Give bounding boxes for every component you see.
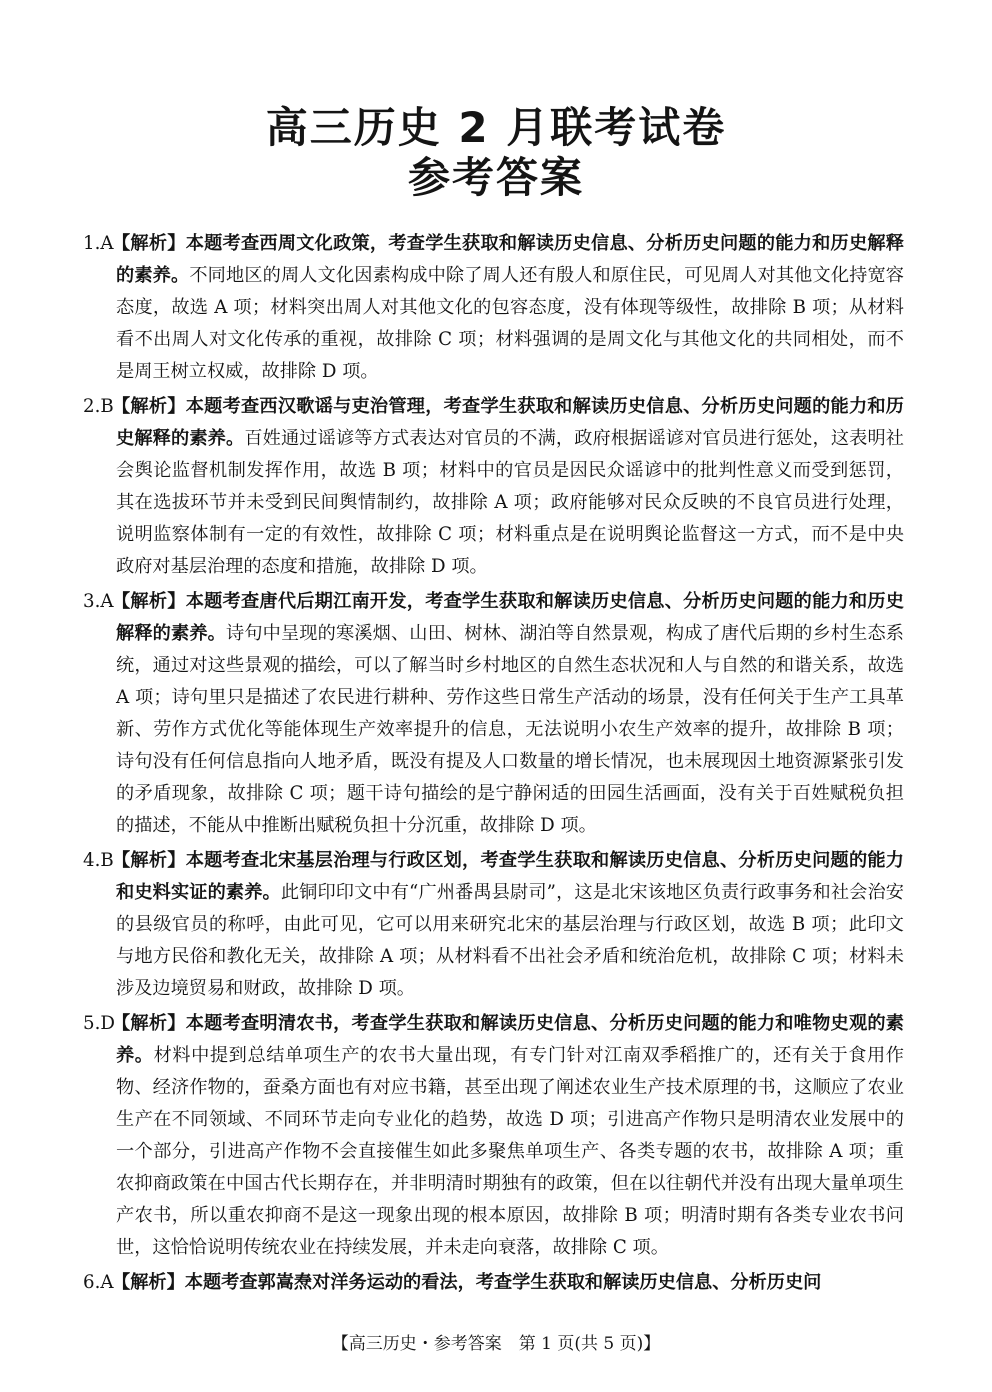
answer-list — [83, 228, 904, 1302]
answer-marker — [83, 845, 114, 877]
answer-choice: D — [100, 1013, 115, 1034]
analysis-tag: 【解析】 — [112, 1013, 186, 1034]
answer-number: 6. — [83, 1272, 101, 1293]
analysis-body: 百姓通过谣谚等方式表达对官员的不满，政府根据谣谚对官员进行惩处，这表明社会舆论监督机制发挥作用，故选 B 项；材料中的官员是因民众谣谚中的批判性意义而受到惩罚，其在选拔环节并未受到民间舆情制约，故排除 A 项；政府能够对民众反映的不良官员进行处理，说明监察体制有一定的有效性，故排除 C 项；材料重点是在说明舆论监督这一方式，而不是中央政府对基层治理的态度和措施，故排除 D 项。 — [116, 428, 904, 577]
answer-marker — [83, 586, 114, 618]
analysis-lead: 本题考查唐代后期江南开发，考查学生获取和解读历史信息、分析历史问题的能力和历史解释的素养。 — [116, 591, 904, 644]
answer-choice: A — [100, 591, 114, 612]
answer-item-2 — [83, 391, 904, 583]
answer-item-6 — [83, 1267, 904, 1299]
answer-marker — [83, 391, 114, 423]
answer-item-5 — [83, 1008, 904, 1264]
answer-choice: B — [100, 396, 114, 417]
answer-number: 5. — [83, 1013, 101, 1034]
page-footer: 【高三历史・参考答案 第 1 页(共 5 页)】 — [331, 1334, 661, 1354]
analysis-lead: 本题考查郭嵩焘对洋务运动的看法，考查学生获取和解读历史信息、分析历史问 — [184, 1272, 822, 1293]
answer-marker — [83, 1267, 114, 1299]
analysis-tag: 【解析】 — [112, 850, 186, 871]
answer-item-4 — [83, 845, 904, 1005]
answer-number: 4. — [83, 850, 101, 871]
analysis-tag: 【解析】 — [112, 233, 186, 254]
answer-marker — [83, 1008, 115, 1040]
analysis-tag: 【解析】 — [112, 396, 186, 417]
answer-number: 3. — [83, 591, 101, 612]
answer-item-3 — [83, 586, 904, 842]
analysis-body: 材料中提到总结单项生产的农书大量出现，有专门针对江南双季稻推广的，还有关于食用作物、经济作物的，蚕桑方面也有对应书籍，甚至出现了阐述农业生产技术原理的书，这顺应了农业生产在不同领域、不同环节走向专业化的趋势，故选 D 项；引进高产作物只是明清农业发展中的一个部分，引进高产作物不会直接催生如此多聚焦单项生产、各类专题的农书，故排除 A 项；重农抑商政策在中国古代长期存在，并非明清时期独有的政策，但在以往朝代并没有出现大量单项生产农书，所以重农抑商不是这一现象出现的根本原因，故排除 B 项；明清时期有各类专业农书问世，这恰恰说明传统农业在持续发展，并未走向衰落，故排除 C 项。 — [116, 1045, 904, 1258]
analysis-body: 此铜印印文中有“广州番禺县尉司”，这是北宋该地区负责行政事务和社会治安的县级官员的称呼，由此可见，它可以用来研究北宋的基层治理与行政区划，故选 B 项；此印文与地方民俗和教化无关，故排除 A 项；从材料看不出社会矛盾和统治危机，故排除 C 项；材料未涉及边境贸易和财政，故排除 D 项。 — [116, 882, 904, 999]
answer-choice: A — [100, 233, 114, 254]
analysis-lead: 本题考查北宋基层治理与行政区划，考查学生获取和解读历史信息、分析历史问题的能力和史料实证的素养。 — [116, 850, 904, 903]
page-title: 高三历史 2 月联考试卷 — [265, 103, 727, 152]
analysis-lead: 本题考查明清农书，考查学生获取和解读历史信息、分析历史问题的能力和唯物史观的素养。 — [116, 1013, 904, 1066]
analysis-tag: 【解析】 — [112, 591, 186, 612]
answer-number: 2. — [83, 396, 101, 417]
analysis-body: 诗句中呈现的寒溪烟、山田、树林、湖泊等自然景观，构成了唐代后期的乡村生态系统，通过对这些景观的描绘，可以了解当时乡村地区的自然生态状况和人与自然的和谐关系，故选 A 项；诗句里只是描述了农民进行耕种、劳作这些日常生产活动的场景，没有任何关于生产工具革新、劳作方式优化等能体现生产效率提升的信息，无法说明小农生产效率的提升，故排除 B 项；诗句没有任何信息指向人地矛盾，既没有提及人口数量的增长情况，也未展现因土地资源紧张引发的矛盾现象，故排除 C 项；题干诗句描绘的是宁静闲适的田园生活画面，没有关于百姓赋税负担的描述，不能从中推断出赋税负担十分沉重，故排除 D 项。 — [116, 623, 904, 836]
answer-number: 1. — [83, 233, 101, 254]
analysis-lead: 本题考查西周文化政策，考查学生获取和解读历史信息、分析历史问题的能力和历史解释的素养。 — [116, 233, 904, 286]
answer-marker — [83, 228, 114, 260]
answer-item-1 — [83, 228, 904, 388]
answer-choice: A — [100, 1272, 114, 1293]
page-subtitle: 参考答案 — [407, 153, 584, 202]
analysis-tag: 【解析】 — [112, 1272, 185, 1293]
analysis-body: 不同地区的周人文化因素构成中除了周人还有殷人和原住民，可见周人对其他文化持宽容态度，故选 A 项；材料突出周人对其他文化的包容态度，没有体现等级性，故排除 B 项；从材料看不出周人对文化传承的重视，故排除 C 项；材料强调的是周文化与其他文化的共同相处，而不是周王树立权威，故排除 D 项。 — [116, 265, 904, 382]
analysis-lead: 本题考查西汉歌谣与吏治管理，考查学生获取和解读历史信息、分析历史问题的能力和历史解释的素养。 — [116, 396, 904, 449]
answer-choice: B — [100, 850, 114, 871]
